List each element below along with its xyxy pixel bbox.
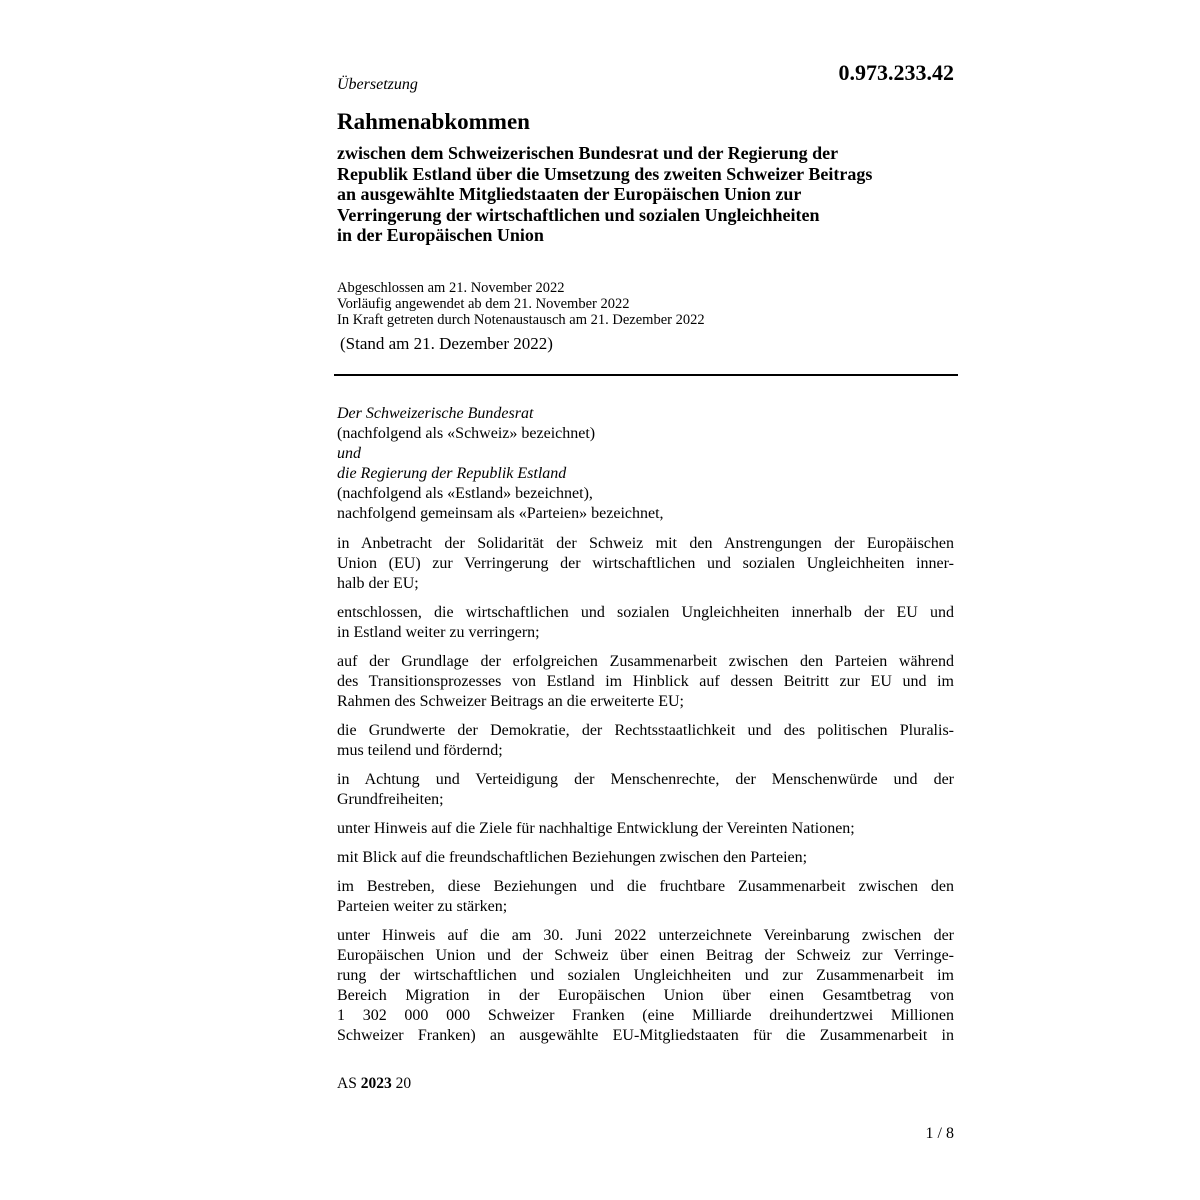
paragraph-line: rung der wirtschaftlichen und sozialen Ungleichheiten und zur Zusammenarbeit im [337, 967, 954, 984]
translation-label: Übersetzung [337, 76, 418, 93]
preamble [337, 534, 954, 1055]
paragraph-line: Bereich Migration in der Europäischen Union über einen Gesamtbetrag von [337, 987, 954, 1004]
status-date: (Stand am 21. Dezember 2022) [340, 334, 553, 353]
subtitle-line: an ausgewählte Mitgliedstaaten der Europäischen Union zur [337, 184, 802, 204]
preamble-paragraph [337, 926, 954, 1046]
as-year: 2023 [360, 1075, 392, 1092]
paragraph-line: Parteien weiter zu stärken; [337, 898, 508, 915]
paragraph-line: mus teilend und fördernd; [337, 742, 503, 759]
preamble-paragraph [337, 652, 954, 712]
subtitle-line: in der Europäischen Union [337, 225, 544, 245]
as-prefix: AS [337, 1075, 357, 1092]
subtitle-line: Verringerung der wirtschaftlichen und sozialen Ungleichheiten [337, 204, 820, 225]
document-subtitle [337, 143, 957, 246]
paragraph-line: mit Blick auf die freundschaftlichen Beziehungen zwischen den Parteien; [337, 849, 808, 866]
paragraph-line: Schweizer Franken) an ausgewählte EU-Mitgliedstaaten für die Zusammenarbeit in [337, 1027, 954, 1044]
paragraph-line: im Bestreben, diese Beziehungen und die fruchtbare Zusammenarbeit zwischen den [337, 878, 954, 895]
preamble-paragraph [337, 721, 954, 761]
paragraph-line: Grundfreiheiten; [337, 791, 444, 808]
date-provisional: Vorläufig angewendet ab dem 21. November 2022 [337, 296, 630, 312]
preamble-paragraph [337, 877, 954, 917]
date-in-force: In Kraft getreten durch Notenaustausch am 21. Dezember 2022 [337, 312, 705, 328]
preamble-paragraph [337, 819, 954, 839]
parties-joint-designation: nachfolgend gemeinsam als «Parteien» bezeichnet, [337, 505, 664, 522]
paragraph-line: in Achtung und Verteidigung der Menschenrechte, der Menschenwürde und der [337, 771, 954, 788]
party-conjunction: und [337, 445, 361, 462]
date-info [337, 280, 705, 328]
paragraph-line: Union (EU) zur Verringerung der wirtschaftlichen und sozialen Ungleichheiten inner- [337, 555, 954, 572]
date-concluded: Abgeschlossen am 21. November 2022 [337, 280, 565, 296]
preamble-paragraph [337, 770, 954, 810]
document-title: Rahmenabkommen [337, 109, 530, 134]
paragraph-line: Rahmen des Schweizer Beitrags an die erweiterte EU; [337, 693, 684, 710]
paragraph-line: entschlossen, die wirtschaftlichen und sozialen Ungleichheiten innerhalb der EU und [337, 604, 954, 621]
paragraph-line: in Anbetracht der Solidarität der Schweiz mit den Anstrengungen der Europäischen [337, 535, 954, 552]
paragraph-line: halb der EU; [337, 575, 419, 592]
preamble-paragraph [337, 603, 954, 643]
paragraph-line: unter Hinweis auf die am 30. Juni 2022 unterzeichnete Vereinbarung zwischen der [337, 927, 954, 944]
as-page: 20 [395, 1075, 412, 1092]
parties-block [337, 404, 664, 524]
preamble-paragraph [337, 848, 954, 868]
party-estonia: die Regierung der Republik Estland [337, 465, 567, 482]
page-number: 1 / 8 [925, 1125, 954, 1142]
paragraph-line: Europäischen Union und der Schweiz über einen Beitrag der Schweiz zur Verringe- [337, 947, 954, 964]
paragraph-line: auf der Grundlage der erfolgreichen Zusammenarbeit zwischen den Parteien während [337, 653, 954, 670]
party-switzerland-designation: (nachfolgend als «Schweiz» bezeichnet) [337, 425, 596, 442]
paragraph-line: unter Hinweis auf die Ziele für nachhaltige Entwicklung der Vereinten Nationen; [337, 820, 855, 837]
sr-number: 0.973.233.42 [838, 60, 954, 85]
paragraph-line: die Grundwerte der Demokratie, der Rechtsstaatlichkeit und des politischen Pluralis- [337, 722, 954, 739]
paragraph-line: des Transitionsprozesses von Estland im Hinblick auf dessen Beitritt zur EU und im [337, 673, 954, 690]
subtitle-line: zwischen dem Schweizerischen Bundesrat und der Regierung der [337, 143, 839, 163]
subtitle-line: Republik Estland über die Umsetzung des zweiten Schweizer Beitrags [337, 163, 873, 184]
preamble-paragraph [337, 534, 954, 594]
paragraph-line: in Estland weiter zu verringern; [337, 624, 540, 641]
party-estonia-designation: (nachfolgend als «Estland» bezeichnet), [337, 485, 593, 502]
party-switzerland: Der Schweizerische Bundesrat [337, 405, 534, 422]
paragraph-line: 1 302 000 000 Schweizer Franken (eine Milliarde dreihundertzwei Millionen [337, 1007, 954, 1024]
horizontal-rule [334, 374, 958, 376]
as-reference [337, 1074, 411, 1094]
